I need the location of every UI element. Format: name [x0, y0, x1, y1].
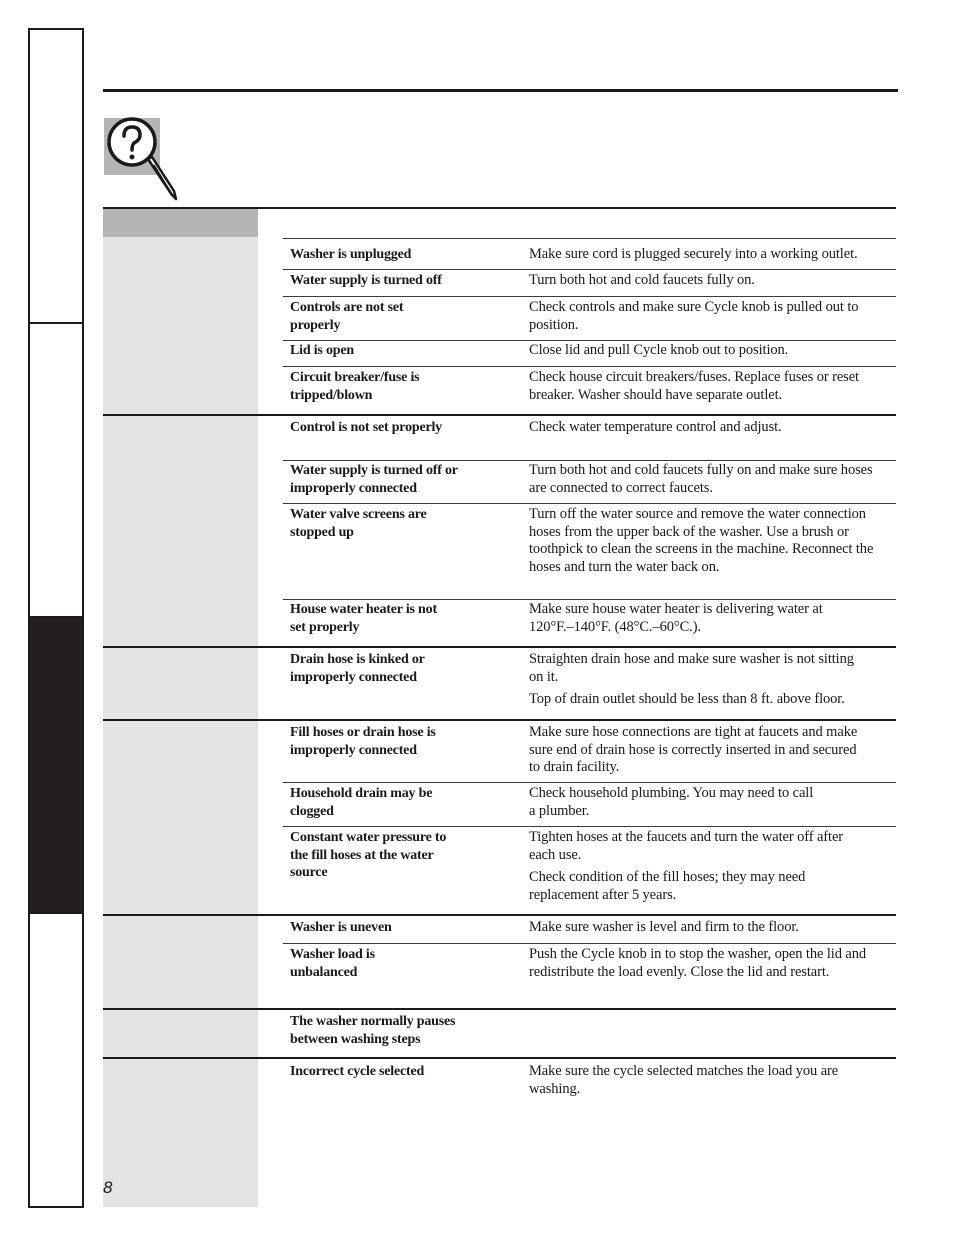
cause-text: The washer normally pauses between washing steps	[290, 1014, 456, 1047]
fix-text: Make sure hose connections are tight at faucets and make sure end of drain hose is correctly inserted in and secured to drain facility.	[529, 724, 858, 775]
side-tab-4	[28, 912, 84, 1208]
cause-text: Water valve screens are stopped up	[290, 507, 427, 540]
cause-text: Incorrect cycle selected	[290, 1064, 425, 1079]
cause-text: Circuit breaker/fuse is tripped/blown	[290, 370, 420, 403]
cause-text: Washer is uneven	[290, 920, 392, 935]
table-header-rule	[103, 207, 896, 209]
row-divider	[283, 782, 896, 783]
cause-text: Drain hose is kinked or improperly connected	[290, 652, 425, 685]
fix-text: Make sure house water heater is delivering water at 120°F.–140°F. (48°C.–60°C.).	[529, 601, 823, 635]
cause-text: Washer is unplugged	[290, 247, 412, 262]
fix-text: Make sure cord is plugged securely into a working outlet.	[529, 246, 858, 262]
row-divider	[283, 296, 896, 297]
row-divider	[283, 503, 896, 504]
page-number: 8	[103, 1178, 113, 1197]
section-divider	[103, 414, 896, 416]
row-divider	[283, 599, 896, 600]
fix-text: Turn both hot and cold faucets fully on.	[529, 272, 755, 288]
section-divider	[103, 1057, 896, 1059]
fix-text: Close lid and pull Cycle knob out to position.	[529, 342, 789, 358]
question-magnifier-icon	[104, 115, 184, 205]
cause-text: Control is not set properly	[290, 420, 442, 435]
fix-text: Check household plumbing. You may need to call a plumber.	[529, 785, 814, 819]
side-tab-1	[28, 28, 84, 324]
fix-text: Tighten hoses at the faucets and turn the water off after each use. Check condition of the fill hoses; they may need replacement after 5 years.	[529, 829, 844, 903]
section-divider	[103, 646, 896, 648]
fix-text: Straighten drain hose and make sure washer is not sitting on it. Top of drain outlet should be less than 8 ft. above floor.	[529, 651, 854, 707]
fix-text: Turn off the water source and remove the water connection hoses from the upper back of the washer. Use a brush or toothpick to clean the screens in the machine. Reconnect the hoses and turn the water back on.	[529, 506, 874, 575]
cause-text: Water supply is turned off or improperly connected	[290, 463, 458, 496]
cause-text: Fill hoses or drain hose is improperly connected	[290, 725, 436, 758]
cause-text: Constant water pressure to the fill hoses at the water source	[290, 830, 447, 880]
section-divider	[103, 914, 896, 916]
fix-text: Make sure the cycle selected matches the load you are washing.	[529, 1063, 839, 1097]
cause-text: Washer load is unbalanced	[290, 947, 375, 980]
row-divider	[283, 943, 896, 944]
fix-text: Check water temperature control and adjust.	[529, 419, 782, 435]
fix-text: Turn both hot and cold faucets fully on and make sure hoses are connected to correct faucets.	[529, 462, 873, 496]
cause-text: Household drain may be clogged	[290, 786, 433, 819]
section-divider	[103, 1008, 896, 1010]
top-rule	[103, 89, 898, 92]
row-divider	[283, 366, 896, 367]
cause-text: House water heater is not set properly	[290, 602, 437, 635]
row-divider	[283, 238, 896, 239]
row-divider	[283, 269, 896, 270]
cause-text: Water supply is turned off	[290, 273, 442, 288]
side-tab-active	[28, 616, 84, 914]
cause-text: Controls are not set properly	[290, 300, 404, 333]
fix-text: Check controls and make sure Cycle knob is pulled out to position.	[529, 299, 859, 333]
cause-text: Lid is open	[290, 343, 354, 358]
section-divider	[103, 719, 896, 721]
row-divider	[283, 460, 896, 461]
row-divider	[283, 826, 896, 827]
side-tab-2	[28, 322, 84, 618]
problem-column-header	[103, 208, 258, 237]
fix-text: Push the Cycle knob in to stop the washer, open the lid and redistribute the load evenly. Close the lid and restart.	[529, 946, 867, 980]
row-divider	[283, 340, 896, 341]
fix-text: Check house circuit breakers/fuses. Replace fuses or reset breaker. Washer should have separate outlet.	[529, 369, 859, 403]
fix-text: Make sure washer is level and firm to the floor.	[529, 919, 799, 935]
